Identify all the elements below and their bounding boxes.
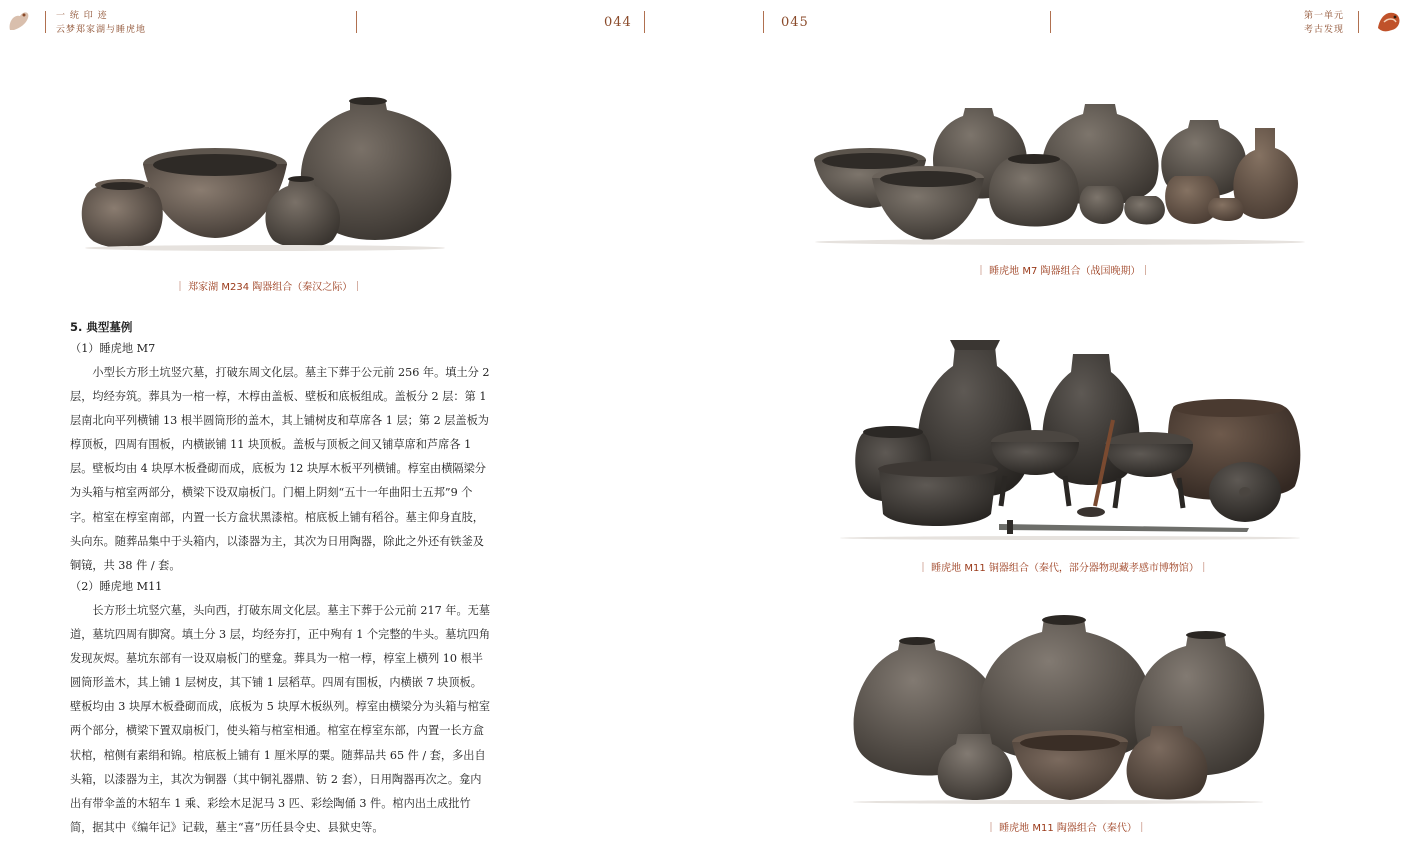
figure-shuihudi-m11-bronze [835, 336, 1305, 541]
figure-shuihudi-m7-pottery [810, 98, 1310, 248]
left-header-title: 一 统 印 迹 [56, 11, 108, 21]
paragraph-m7-text: 小型长方形土坑竖穴墓，打破东周文化层。墓主下葬于公元前 256 年。填土分 2 层，均经夯筑。葬具为一棺一椁，木椁由盖板、壁板和底板组成。盖板分 2 层：第 1 层南北向平列横铺 13 根半圆筒形的盖木，其上铺树皮和草席各 1 层；第 2 层盖板为椁顶板，四周有围板，内横嵌铺 11 块顶板。盖板与顶板之间又铺草席和芦席各 1 层。壁板均由 4 块厚木板叠砌而成，底板为 12 块厚木板平列横铺。椁室由横隔梁分为头箱与棺室两部分，横梁下设双扇板门。门楣上阴刻“五十一年曲阳士五邦”9 个字。棺室在椁室南部，内置一长方盒状黑漆棺。棺底板上铺有稻谷。墓主仰身直肢，头向东。随葬品集中于头箱内，以漆器为主，其次为日用陶器，除此之外还有铁釜及铜镜，共 38 件 / 套。 [70, 366, 490, 572]
subsection-heading-m7: （1）睡虎地 M7 [70, 342, 156, 355]
left-header [56, 9, 146, 37]
page-number-right: 045 [781, 15, 809, 30]
right-header-title: 第一单元 [1304, 11, 1345, 21]
paragraph-m7 [70, 361, 492, 578]
phoenix-logo-icon [6, 6, 32, 34]
right-header-subtitle: 考古发现 [1304, 25, 1345, 35]
figure-4-caption: ｜ 睡虎地 M11 陶器组合（秦代）｜ [986, 823, 1147, 834]
left-logo [6, 6, 32, 34]
section-heading: 5. 典型墓例 [70, 320, 133, 334]
page-number-left: 044 [604, 15, 632, 30]
figure-1-caption: ｜ 郑家湖 M234 陶器组合（秦汉之际）｜ [175, 282, 363, 293]
right-logo [1374, 6, 1404, 36]
left-header-subtitle: 云梦郑家湖与睡虎地 [56, 25, 147, 35]
figure-shuihudi-m11-pottery [848, 614, 1266, 804]
paragraph-m11-text: 长方形土坑竖穴墓，头向西，打破东周文化层。墓主下葬于公元前 217 年。无墓道，墓坑四周有脚窝。填土分 3 层，均经夯打，正中殉有 1 个完整的牛头。墓坑四角发现灰烬。墓坑东部有一设双扇板门的壁龛。葬具为一棺一椁，椁室上横列 10 根半圆筒形盖木，其上铺 1 层树皮，其下铺 1 层稻草。四周有围板，内横嵌 7 块顶板。壁板均由 3 块厚木板叠砌而成，底板为 5 块厚木板纵列。椁室由横梁分为头箱与棺室两个部分，横梁下置双扇板门，使头箱与棺室相通。棺室在椁室东部，内置一长方盒状棺，棺侧有素绢和锦。棺底板上铺有 1 厘米厚的粟。随葬品共 65 件 / 套，多出自头箱，以漆器为主，其次为铜器（其中铜礼器鼎、钫 2 套），日用陶器再次之。龛内出有带伞盖的木轺车 1 乘、彩绘木足泥马 3 匹、彩绘陶俑 3 件。棺内出土成批竹简，据其中《编年记》记载，墓主“喜”历任县令史、县狱史等。 [70, 604, 491, 834]
figure-3-caption: ｜ 睡虎地 M11 铜器组合（秦代，部分器物现藏孝感市博物馆）｜ [918, 563, 1209, 574]
figure-zhengjiahu-m234-pottery [75, 92, 460, 252]
subsection-heading-m11: （2）睡虎地 M11 [70, 580, 163, 593]
dragon-logo-icon [1374, 6, 1404, 36]
paragraph-m11 [70, 599, 492, 840]
right-header [1304, 9, 1344, 37]
figure-2-caption: ｜ 睡虎地 M7 陶器组合（战国晚期）｜ [976, 266, 1151, 277]
